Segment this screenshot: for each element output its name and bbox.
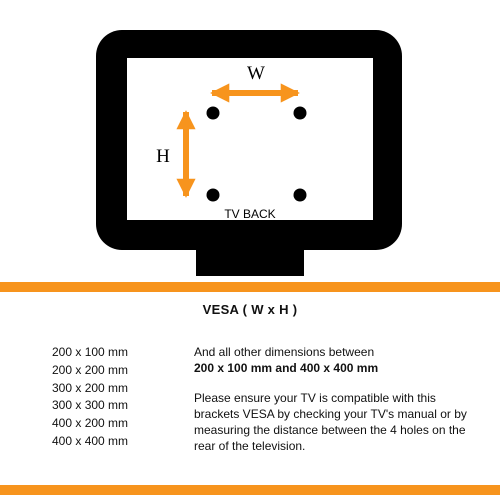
vesa-size-item: 400 x 200 mm [52, 416, 129, 431]
top-accent-band [0, 282, 500, 292]
mount-hole-top-left [207, 107, 220, 120]
vesa-heading: VESA ( W x H ) [202, 302, 298, 317]
vesa-size-item: 200 x 200 mm [52, 362, 129, 377]
bottom-accent-band [0, 485, 500, 495]
mount-hole-bottom-right [294, 189, 307, 202]
vesa-size-item: 300 x 200 mm [52, 380, 129, 395]
vesa-size-item: 400 x 400 mm [52, 433, 129, 448]
description-spacer [194, 376, 484, 390]
vesa-size-item: 300 x 300 mm [52, 398, 129, 413]
vesa-size-list [52, 344, 128, 451]
mount-hole-top-right [294, 107, 307, 120]
width-label: W [247, 63, 265, 84]
mount-hole-bottom-left [207, 189, 220, 202]
compatibility-note: Please ensure your TV is compatible with this brackets VESA by checking your TV's manual or by measuring the distance between the 4 holes on the rear of the television. [194, 391, 467, 453]
range-bold: 200 x 100 mm and 400 x 400 mm [194, 361, 379, 375]
screen-label: TV BACK [224, 207, 276, 221]
vesa-size-item: 200 x 100 mm [52, 345, 129, 359]
range-intro: And all other dimensions between [194, 345, 375, 359]
height-label: H [156, 146, 170, 167]
vesa-description [194, 344, 484, 454]
tv-stand [196, 246, 304, 276]
